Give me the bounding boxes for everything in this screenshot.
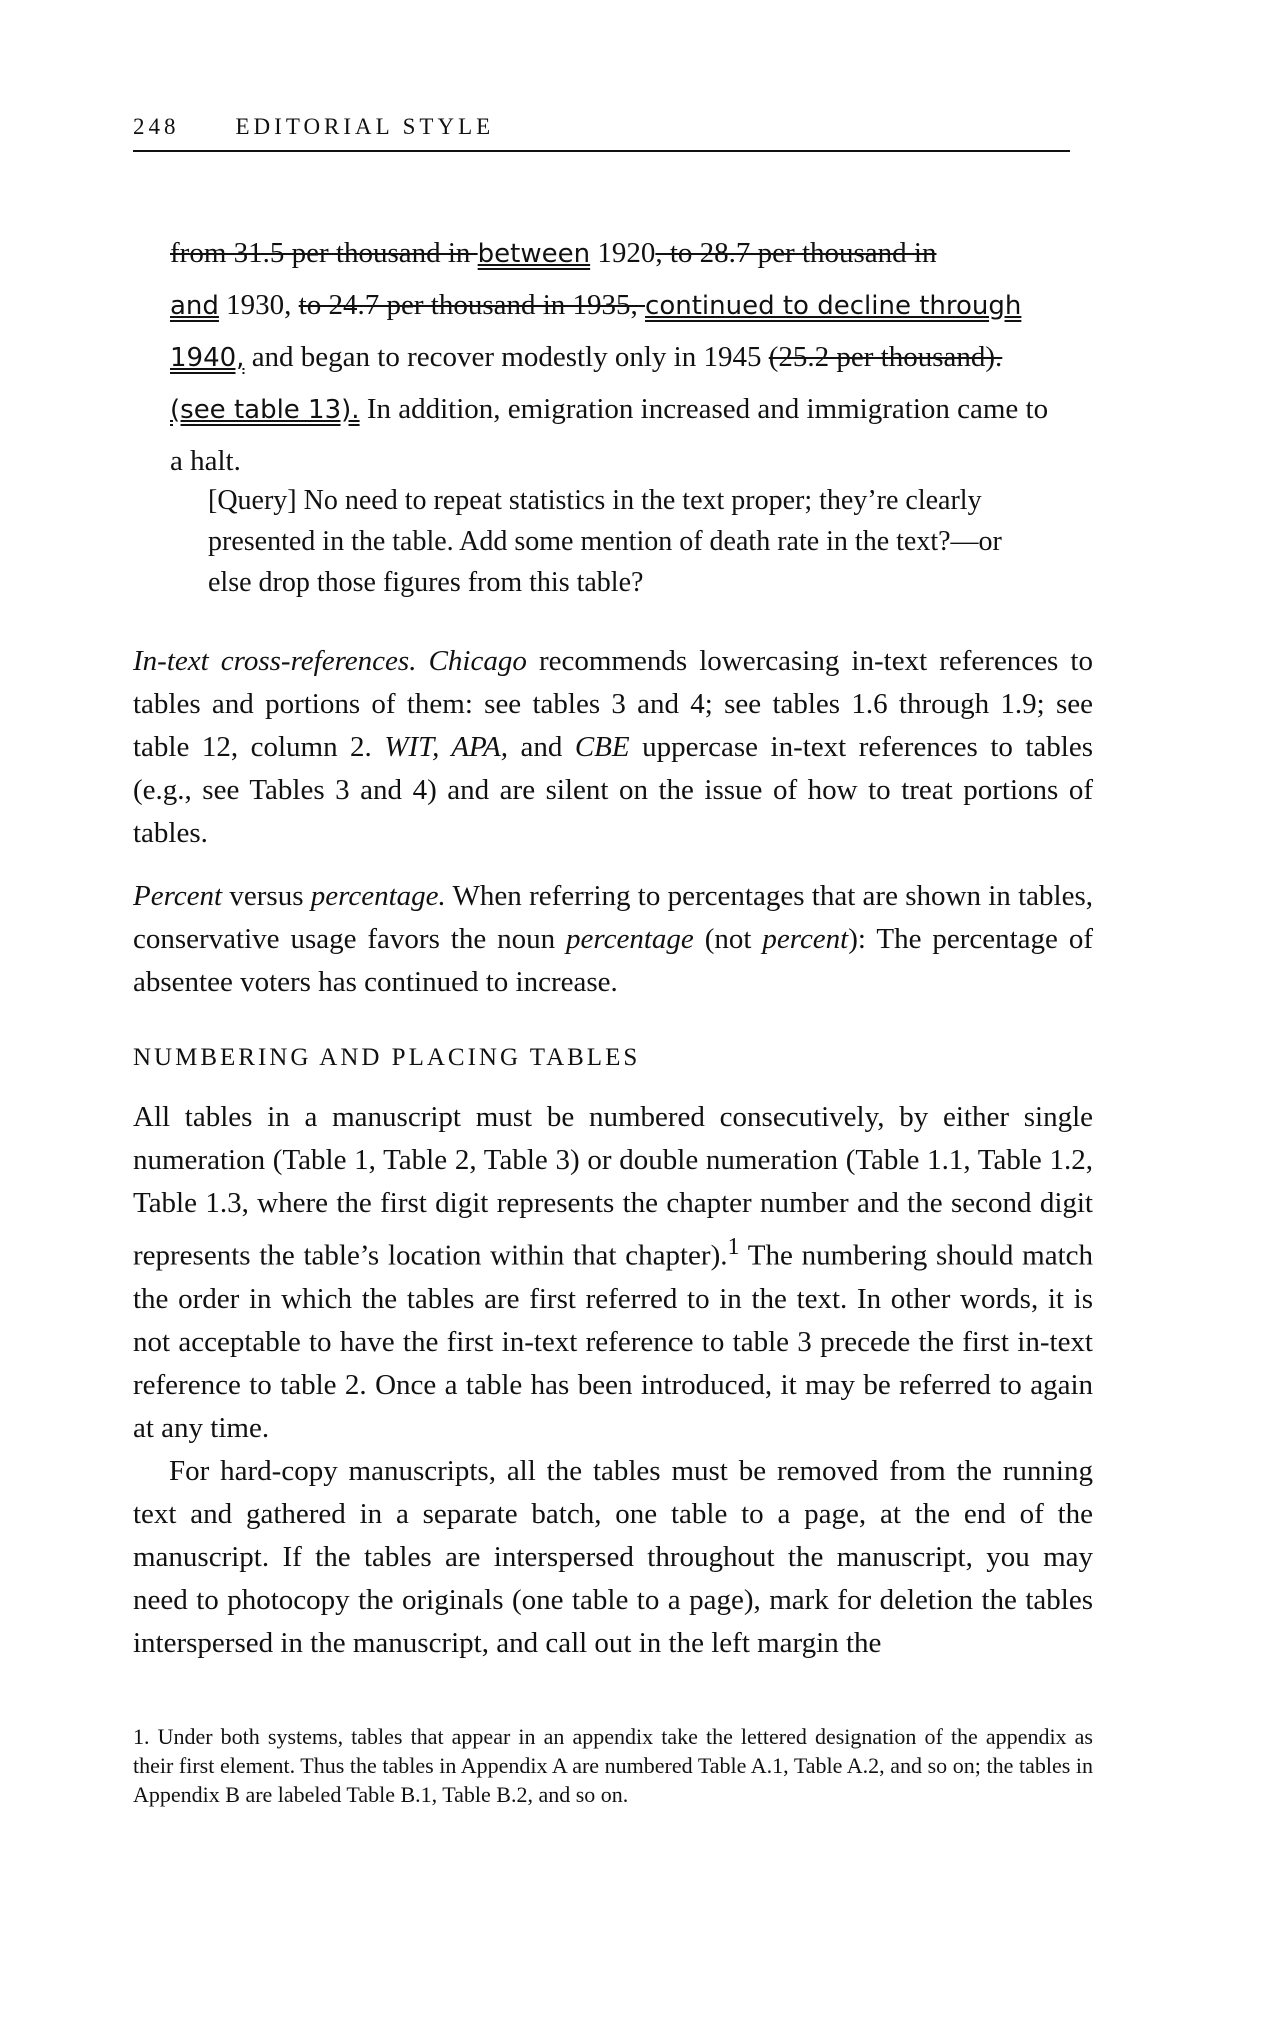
run-in-head: percentage. xyxy=(310,880,446,912)
edited-paragraph xyxy=(170,228,1050,487)
body-text: ): The percentage of absentee voters has continued to increase. xyxy=(133,923,1093,998)
run-in-head: In-text cross-references. xyxy=(133,645,417,677)
body-text: versus xyxy=(222,880,311,912)
emphasis: percent xyxy=(762,923,849,955)
page-number: 248 xyxy=(133,114,180,139)
body-text: 1920 xyxy=(590,237,656,269)
style-guide-names: WIT, APA, xyxy=(384,731,508,763)
numbering-section xyxy=(133,1096,1093,1665)
deleted-text: (25.2 per thousand). xyxy=(768,341,1003,373)
body-text: All tables in a manuscript must be numbered consecutively, by either single numeration (Table 1, Table 2, Table 3) or double numeration (Table 1.1, Table 1.2, Table 1.3, where the first digit represents the chapter number and the second digit represents the table’s location within that chapter). xyxy=(133,1101,1093,1272)
body-text: When referring to percentages that are shown in tables, conservative usage favors the noun xyxy=(133,880,1093,955)
running-header xyxy=(133,114,1070,152)
body-text: and xyxy=(507,731,575,763)
deleted-text: to 24.7 per thousand in 1935, xyxy=(298,289,646,321)
inserted-text: (see table 13). xyxy=(170,395,360,425)
body-text: recommends lowercasing in-text references to tables and portions of them: see tables 3 and 4; see tables 1.6 through 1.9; see table 12, column 2. xyxy=(133,645,1093,763)
running-title: EDITORIAL STYLE xyxy=(235,114,495,139)
emphasis: percentage xyxy=(566,923,694,955)
footnote: 1. Under both systems, tables that appear in an appendix take the lettered designation of the appendix as their first element. Thus the tables in Appendix A are numbered Table A.1, Table A.2, and so on; the tables in Appendix B are labeled Table B.1, Table B.2, and so on. xyxy=(133,1724,1093,1807)
body-text: uppercase in-text references to tables (e.g., see Tables 3 and 4) and are silent on the issue of how to treat portions of tables. xyxy=(133,731,1094,849)
run-in-head: Percent xyxy=(133,880,223,912)
body-text: 1930, xyxy=(218,289,299,321)
style-guide-name: Chicago xyxy=(428,645,527,677)
body-text: and began to recover modestly only in 1945 xyxy=(244,341,769,373)
deleted-text: , to 28.7 per thousand in xyxy=(655,237,937,269)
body-text: In addition, emigration increased and immigration came to a halt. xyxy=(170,393,1049,477)
inserted-text: continued to decline through 1940, xyxy=(170,291,1022,373)
editor-query: [Query] No need to repeat statistics in the text proper; they’re clearly presented in the table. Add some mention of death rate in the text?—or else drop those figures from this table? xyxy=(208,485,1002,598)
body-text: (not xyxy=(693,923,763,955)
footnote-ref[interactable]: 1 xyxy=(727,1233,740,1260)
deleted-text: from 31.5 per thousand in xyxy=(170,237,478,269)
percent-section xyxy=(133,875,1093,1004)
body-text: The numbering should match the order in which the tables are first referred to in the text. In other words, it is not acceptable to have the first in-text reference to table 3 precede the first in-text reference to table 2. Once a table has been introduced, it may be referred to again at any time. xyxy=(133,1239,1093,1444)
cross-references-section xyxy=(133,640,1093,855)
paragraph: For hard-copy manuscripts, all the tables must be removed from the running text and gathered in a separate batch, one table to a page, at the end of the manuscript. If the tables are interspersed throughout the manuscript, you may need to photocopy the originals (one table to a page), mark for deletion the tables interspersed in the manuscript, and call out in the left margin the xyxy=(133,1454,1093,1659)
inserted-text: between xyxy=(477,239,591,269)
section-heading: NUMBERING AND PLACING TABLES xyxy=(133,1044,641,1071)
inserted-text: and xyxy=(170,291,219,321)
style-guide-name: CBE xyxy=(574,731,630,763)
